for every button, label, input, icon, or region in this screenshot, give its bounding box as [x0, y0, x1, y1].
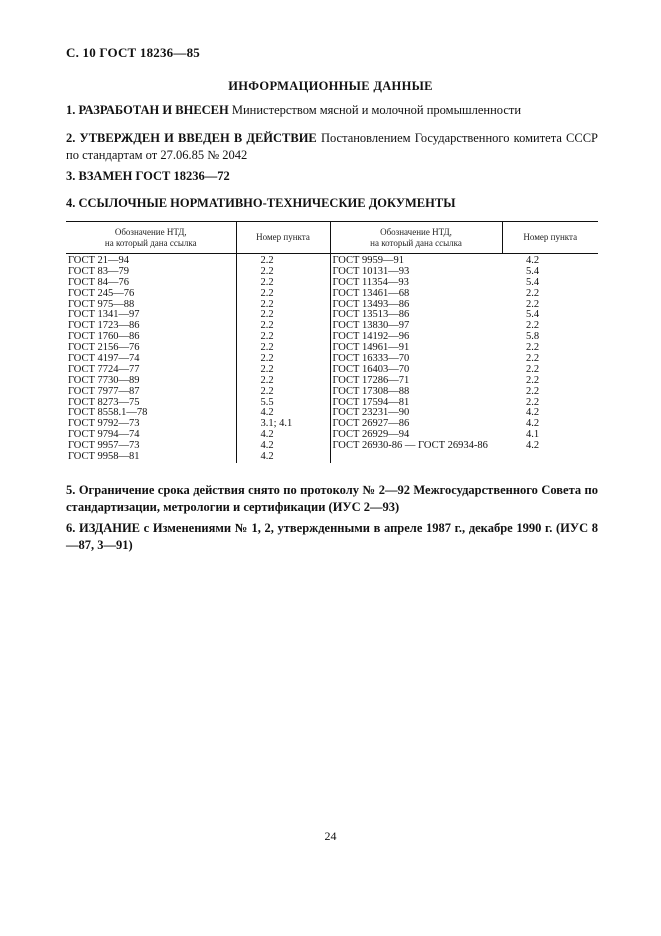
table-cell-point: 2.2 [260, 298, 274, 310]
item-text: ИЗДАНИЕ с Изменениями № 1, 2, утвержденными в апреле 1987 г., декабре 1990 г. (ИУС 8—87, 3—91) [66, 521, 599, 552]
table-cell-code: ГОСТ 1760—86 [68, 331, 140, 343]
table-cell-code: ГОСТ 17594—81 [332, 396, 410, 408]
table-cell-code: ГОСТ 245—76 [68, 287, 135, 299]
item-heading: РАЗРАБОТАН И ВНЕСЕН [78, 103, 229, 117]
table-cell-code: ГОСТ 14192—96 [332, 331, 410, 343]
col-header-point: Номер пункта [236, 222, 330, 254]
table-cell-point: 2.2 [526, 363, 540, 375]
table-cell-code: ГОСТ 10131—93 [332, 265, 410, 277]
table-cell-point: 2.2 [260, 287, 274, 299]
table-cell-code: ГОСТ 26927—86 [332, 418, 410, 430]
table-cell-code: ГОСТ 16333—70 [332, 353, 410, 365]
table-cell-code: ГОСТ 1341—97 [68, 309, 140, 321]
table-cell-point: 2.2 [526, 298, 540, 310]
table-cell-point: 2.2 [260, 320, 274, 332]
table-cell-code: ГОСТ 13830—97 [332, 320, 410, 332]
table-cell-code: ГОСТ 83—79 [68, 265, 130, 277]
header-line: на который дана ссылка [370, 237, 462, 248]
table-cell-point: 2.2 [260, 385, 274, 397]
col-header-doc [330, 222, 502, 254]
table-cell-point: 2.2 [260, 265, 274, 277]
table-cell-point: 2.2 [526, 320, 540, 332]
item-number: 3. [66, 169, 76, 183]
table-cell-code: ГОСТ 9959—91 [332, 255, 405, 266]
table-cell-point: 2.2 [260, 309, 274, 321]
table-cell-code: ГОСТ 26930-86 — ГОСТ 26934-86 [332, 440, 488, 452]
item-number: 2. [66, 131, 76, 145]
table-cell-point: 4.2 [260, 440, 274, 452]
table-cell-point: 2.2 [260, 363, 274, 375]
table-cell-code: ГОСТ 4197—74 [68, 353, 140, 365]
table-cell-point: 3.1; 4.1 [260, 418, 293, 430]
reference-table [66, 221, 598, 463]
table-body-row [66, 254, 598, 463]
right-codes [330, 254, 502, 463]
table-header-row [66, 222, 598, 254]
section-title: ИНФОРМАЦИОННЫЕ ДАННЫЕ [228, 79, 433, 93]
table-cell-code: ГОСТ 2156—76 [68, 342, 140, 354]
table-cell-point: 2.2 [260, 353, 274, 365]
table-cell-code: ГОСТ 975—88 [68, 298, 135, 310]
item-text: Постановлением Государственного комитета СССР по стандартам от 27.06.85 № 2042 [66, 131, 598, 162]
table-cell-code: ГОСТ 23231—90 [332, 407, 410, 419]
header-line: Обозначение НТД, [114, 226, 187, 237]
item-heading: УТВЕРЖДЕН И ВВЕДЕН В ДЕЙСТВИЕ [79, 131, 317, 145]
table-cell-code: ГОСТ 13513—86 [332, 309, 410, 321]
table-cell-point: 2.2 [260, 276, 274, 288]
table-cell-code: ГОСТ 14961—91 [332, 342, 410, 354]
item-number: 1. [66, 103, 76, 117]
table-cell-code: ГОСТ 26929—94 [332, 429, 410, 441]
col-header-point: Номер пункта [502, 222, 598, 254]
table-cell-code: ГОСТ 8273—75 [68, 396, 140, 408]
table-cell-code: ГОСТ 7724—77 [68, 363, 140, 375]
table-cell-code: ГОСТ 9794—74 [68, 429, 140, 441]
table-cell-code: ГОСТ 17308—88 [332, 385, 410, 397]
table-cell-point: 4.2 [260, 407, 274, 419]
table-cell-point: 4.2 [526, 407, 540, 419]
item-text: Ограничение срока действия снято по протоколу № 2—92 Межгосударственного Совета по стандартизации, метрологии и сертификации (ИУС 2—93) [66, 483, 599, 514]
table-cell-code: ГОСТ 16403—70 [332, 363, 410, 375]
item-2 [66, 130, 598, 164]
item-5 [66, 482, 598, 516]
table-cell-point: 5.4 [526, 265, 540, 277]
item-number: 4. [66, 196, 76, 210]
table-cell-code: ГОСТ 9958—81 [68, 451, 140, 463]
item-number: 5. [66, 483, 76, 497]
page-header: С. 10 ГОСТ 18236—85 [66, 45, 200, 60]
table-cell-point: 2.2 [526, 353, 540, 365]
item-heading: ССЫЛОЧНЫЕ НОРМАТИВНО-ТЕХНИЧЕСКИЕ ДОКУМЕНТЫ [78, 196, 456, 210]
item-number: 6. [66, 521, 76, 535]
table-cell-code: ГОСТ 21—94 [68, 255, 130, 266]
item-1 [66, 102, 598, 119]
table-cell-point: 2.2 [526, 385, 540, 397]
right-points [502, 254, 598, 463]
table-cell-point: 4.2 [526, 255, 540, 266]
item-4 [66, 195, 598, 212]
table-cell-point: 4.2 [260, 429, 274, 441]
table-cell-code: ГОСТ 8558.1—78 [68, 407, 148, 419]
item-text: Министерством мясной и молочной промышленности [231, 103, 522, 117]
table-cell-code: ГОСТ 13461—68 [332, 287, 410, 299]
item-3 [66, 168, 598, 185]
table-cell-point: 5.4 [526, 276, 540, 288]
table-cell-point: 4.2 [526, 440, 540, 452]
table-cell-point: 5.5 [260, 396, 274, 408]
table-cell-code: ГОСТ 84—76 [68, 276, 130, 288]
table-cell-point: 2.2 [260, 374, 274, 386]
table-cell-point: 2.2 [526, 342, 540, 354]
table-cell-code: ГОСТ 9957—73 [68, 440, 140, 452]
table-cell-point: 2.2 [260, 255, 274, 266]
table-cell-point: 5.4 [526, 309, 540, 321]
table-cell-code: ГОСТ 13493—86 [332, 298, 410, 310]
table-cell-point: 5.8 [526, 331, 540, 343]
left-codes [66, 254, 236, 463]
page-number: 24 [324, 829, 337, 843]
left-points [236, 254, 330, 463]
table-cell-code: ГОСТ 11354—93 [332, 276, 409, 288]
table-cell-point: 2.2 [526, 396, 540, 408]
table-cell-point: 4.2 [260, 451, 274, 463]
table-cell-point: 2.2 [260, 331, 274, 343]
table-cell-point: 2.2 [260, 342, 274, 354]
table-cell-point: 4.2 [526, 418, 540, 430]
header-line: Обозначение НТД, [380, 226, 452, 237]
table-cell-code: ГОСТ 9792—73 [68, 418, 140, 430]
table-cell-point: 2.2 [526, 287, 540, 299]
table-cell-point: 4.1 [526, 429, 540, 441]
table-cell-code: ГОСТ 7730—89 [68, 374, 140, 386]
table-cell-code: ГОСТ 7977—87 [68, 385, 140, 397]
item-6 [66, 520, 598, 554]
table-cell-point: 2.2 [526, 374, 540, 386]
header-line: на который дана ссылка [104, 237, 197, 248]
item-heading: ВЗАМЕН ГОСТ 18236—72 [78, 169, 230, 183]
table-cell-code: ГОСТ 1723—86 [68, 320, 140, 332]
table-cell-code: ГОСТ 17286—71 [332, 374, 410, 386]
col-header-doc [66, 222, 236, 254]
